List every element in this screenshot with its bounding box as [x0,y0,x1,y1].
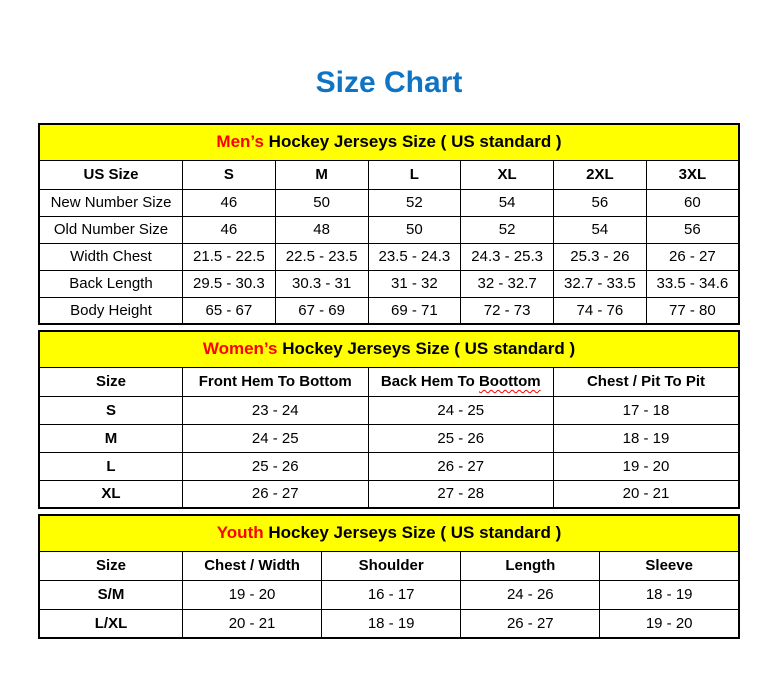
column-header-label: Chest / Width [204,557,300,574]
column-header [39,551,183,580]
data-cell: 56 [554,189,647,216]
table-row [39,480,739,508]
data-cell: 18 - 19 [600,580,739,609]
data-cell: 19 - 20 [183,580,322,609]
table-title-accent: Youth [216,523,264,543]
data-cell: 56 [646,216,739,243]
column-header [183,160,276,189]
youth-size-table [38,514,740,639]
table-row [39,609,739,638]
column-header-label: 2XL [586,166,614,183]
row-label: S [39,396,183,424]
data-cell: 67 - 69 [275,297,368,324]
data-cell: 19 - 20 [554,452,740,480]
row-label: Width Chest [39,243,183,270]
data-cell: 24 - 26 [461,580,600,609]
table-row [39,270,739,297]
column-header-misspelled-word: Boottom [478,373,541,390]
data-cell: 26 - 27 [646,243,739,270]
data-cell: 20 - 21 [554,480,740,508]
data-cell: 24 - 25 [183,424,369,452]
data-cell: 50 [368,216,461,243]
row-label: Old Number Size [39,216,183,243]
data-cell: 21.5 - 22.5 [183,243,276,270]
data-cell: 26 - 27 [461,609,600,638]
page-title: Size Chart [315,66,463,99]
row-label: L/XL [39,609,183,638]
data-cell: 32.7 - 33.5 [554,270,647,297]
data-cell: 31 - 32 [368,270,461,297]
data-cell: 77 - 80 [646,297,739,324]
data-cell: 24 - 25 [368,396,554,424]
data-cell: 25 - 26 [183,452,369,480]
data-cell: 22.5 - 23.5 [275,243,368,270]
data-cell: 24.3 - 25.3 [461,243,554,270]
table-row [39,452,739,480]
data-cell: 48 [275,216,368,243]
column-header [183,551,322,580]
data-cell: 32 - 32.7 [461,270,554,297]
column-header-label: L [409,166,419,183]
column-header [39,160,183,189]
data-cell: 50 [275,189,368,216]
row-label: Body Height [39,297,183,324]
data-cell: 46 [183,189,276,216]
row-label: M [39,424,183,452]
data-cell: 23.5 - 24.3 [368,243,461,270]
row-label: L [39,452,183,480]
column-header [600,551,739,580]
data-cell: 72 - 73 [461,297,554,324]
data-cell: 25 - 26 [368,424,554,452]
column-header [368,160,461,189]
column-header-label: S [223,166,234,183]
column-header [368,367,554,396]
column-header-label: Size [95,557,126,574]
data-cell: 60 [646,189,739,216]
column-header [183,367,369,396]
data-cell: 26 - 27 [183,480,369,508]
data-cell: 17 - 18 [554,396,740,424]
table-row [39,216,739,243]
table-row [39,189,739,216]
column-header-label: Size [95,373,126,390]
table-title-rest: Hockey Jerseys Size ( US standard ) [277,339,576,359]
column-header-label: XL [497,166,517,183]
row-label: Back Length [39,270,183,297]
row-label: New Number Size [39,189,183,216]
column-header-label: Length [505,557,556,574]
data-cell: 16 - 17 [322,580,461,609]
womens-size-table [38,330,740,509]
table-row [39,424,739,452]
data-cell: 52 [461,216,554,243]
column-header [461,551,600,580]
data-cell: 25.3 - 26 [554,243,647,270]
data-cell: 54 [554,216,647,243]
table-title-accent: Women’s [202,339,278,359]
data-cell: 46 [183,216,276,243]
data-cell: 23 - 24 [183,396,369,424]
column-header-label: M [315,166,328,183]
table-row [39,297,739,324]
column-header-label: Chest / Pit To Pit [586,373,706,390]
column-header-label: Sleeve [645,557,693,574]
row-label: S/M [39,580,183,609]
youth-table-title-band [39,515,739,551]
data-cell: 52 [368,189,461,216]
column-header-label: Front Hem To Bottom [198,373,352,390]
column-header-label: Back Hem To [380,373,479,390]
column-header [322,551,461,580]
data-cell: 19 - 20 [600,609,739,638]
womens-table-title-band [39,331,739,367]
data-cell: 33.5 - 34.6 [646,270,739,297]
data-cell: 65 - 67 [183,297,276,324]
mens-size-table [38,123,740,325]
column-header [554,367,740,396]
mens-table-title-band [39,124,739,160]
column-header-label: Shoulder [358,557,424,574]
table-row [39,243,739,270]
size-tables [38,123,740,644]
table-title-rest: Hockey Jerseys Size ( US standard ) [263,132,562,152]
table-title-accent: Men’s [216,132,264,152]
column-header-label: 3XL [678,166,707,183]
column-header [554,160,647,189]
data-cell: 20 - 21 [183,609,322,638]
data-cell: 29.5 - 30.3 [183,270,276,297]
data-cell: 30.3 - 31 [275,270,368,297]
data-cell: 54 [461,189,554,216]
data-cell: 18 - 19 [554,424,740,452]
data-cell: 26 - 27 [368,452,554,480]
data-cell: 74 - 76 [554,297,647,324]
table-row [39,396,739,424]
data-cell: 27 - 28 [368,480,554,508]
column-header [461,160,554,189]
data-cell: 69 - 71 [368,297,461,324]
table-row [39,580,739,609]
column-header [646,160,739,189]
row-label: XL [39,480,183,508]
data-cell: 18 - 19 [322,609,461,638]
table-title-rest: Hockey Jerseys Size ( US standard ) [263,523,562,543]
column-header [275,160,368,189]
column-header-label: US Size [83,166,139,183]
column-header [39,367,183,396]
